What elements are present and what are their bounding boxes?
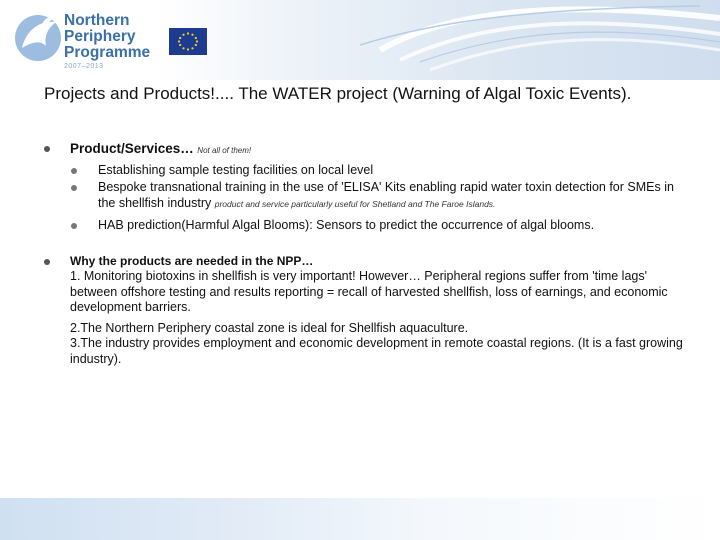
bullet-why-needed [44,254,684,368]
footer-band [0,498,720,540]
logo-line-2: Periphery [64,28,136,45]
slide-title: Projects and Products!.... The WATER project (Warning of Algal Toxic Events). [44,84,632,103]
bullet-products [44,141,684,159]
products-heading: Product/Services… [70,141,194,156]
list-item [44,218,684,234]
list-item-note: product and service particularly useful for Shetland and The Faroe Islands. [214,198,496,209]
why-paragraph-1: 1. Monitoring biotoxins in shellfish is very important! However… Peripheral regions suffer from 'time lags' between offshore testing and results reporting = recall of harvested shellfish, loss of earnings, and economic development barriers. [70,269,668,314]
logo-line-3: Programme [64,44,151,61]
why-paragraph-3: 3.The industry provides employment and economic development in remote coastal regions. (It is a fast growing industry). [70,336,683,366]
logo-years: 2007–2013 [64,63,104,70]
bird-logo-icon [12,10,62,70]
list-item-text: Establishing sample testing facilities on local level [98,162,374,177]
programme-logo [12,10,162,74]
list-item [44,163,684,179]
list-item [44,180,684,212]
why-paragraph-2: 2.The Northern Periphery coastal zone is ideal for Shellfish aquaculture. [70,320,469,335]
products-list [44,163,684,234]
eu-flag-icon [169,28,207,55]
products-note: Not all of them! [197,146,252,155]
logo-line-1: Northern [64,12,130,29]
why-heading: Why the products are needed in the NPP… [70,253,314,268]
slide-content [44,141,684,367]
list-item-text: Bespoke transnational training in the use of 'ELISA' Kits enabling rapid water toxin detection for SMEs in the shellfish industry [98,180,674,210]
list-item-text: HAB prediction(Harmful Algal Blooms): Sensors to predict the occurrence of algal blooms. [98,218,595,232]
decorative-swirl-icon [300,0,720,80]
logo-wordmark [64,13,150,61]
